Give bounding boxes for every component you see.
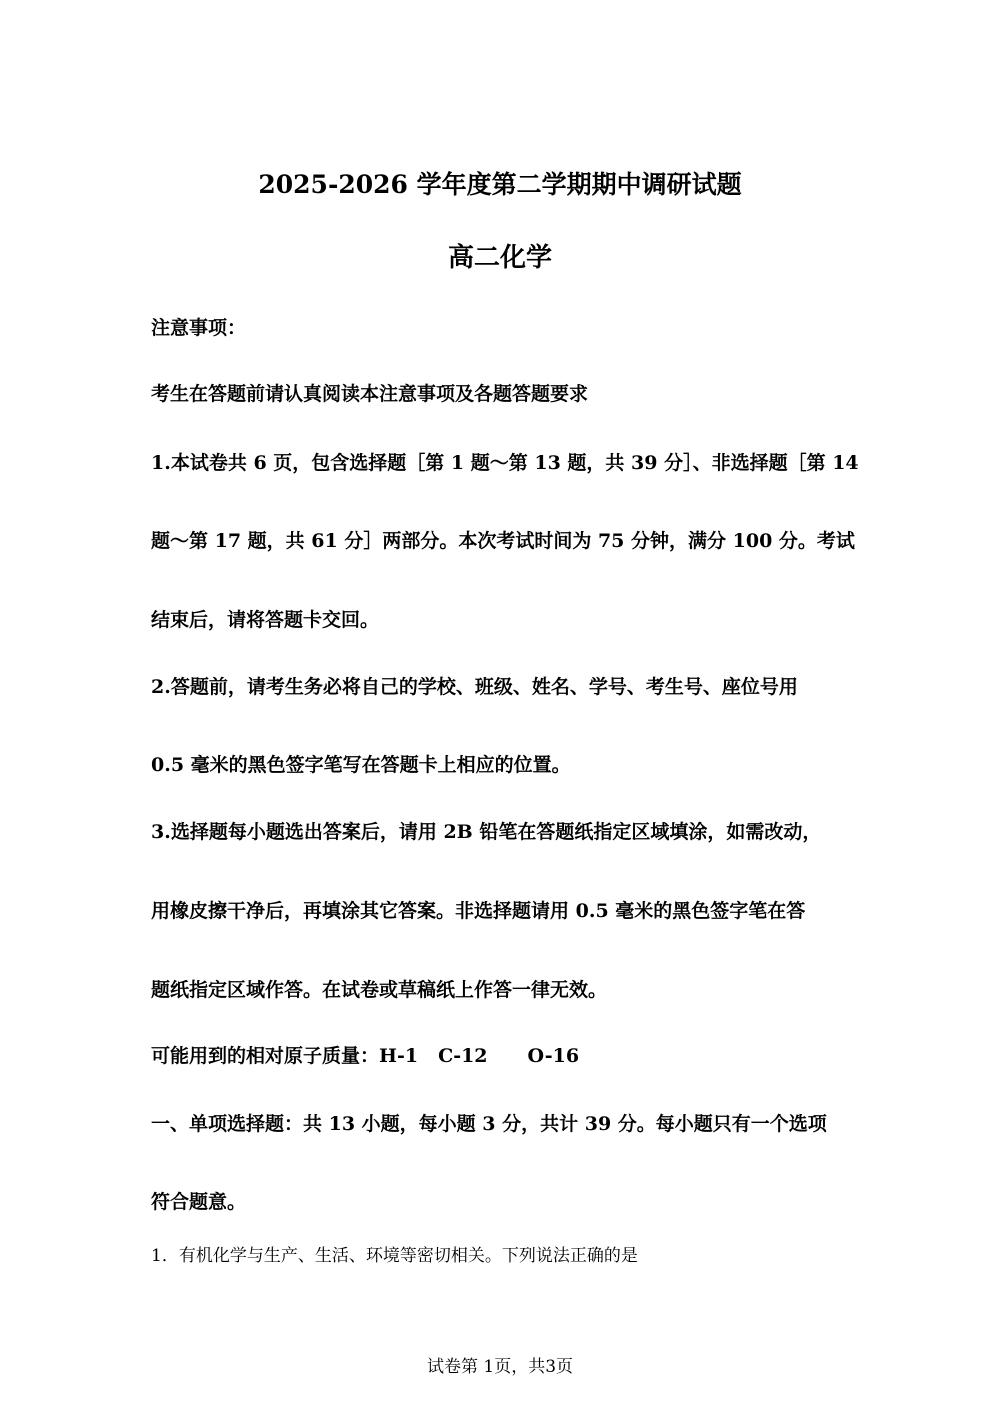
notice-line: 用橡皮擦干净后，再填涂其它答案。非选择题请用 0.5 毫米的黑色签字笔在答 xyxy=(151,900,806,922)
atomic-mass-value: H-1 xyxy=(379,1045,419,1067)
section-heading: 符合题意。 xyxy=(151,1191,247,1213)
notice-intro: 考生在答题前请认真阅读本注意事项及各题答题要求 xyxy=(151,383,589,405)
notice-heading: 注意事项： xyxy=(151,317,247,339)
atomic-mass-value: O-16 xyxy=(527,1045,580,1067)
exam-title: 2025-2026 学年度第二学期期中调研试题 xyxy=(258,170,742,199)
section-heading: 一、单项选择题：共 13 小题，每小题 3 分，共计 39 分。每小题只有一个选项 xyxy=(151,1113,827,1135)
notice-line: 结束后，请将答题卡交回。 xyxy=(151,609,380,631)
notice-line: 0.5 毫米的黑色签字笔写在答题卡上相应的位置。 xyxy=(151,754,571,776)
notice-line: 3.选择题每小题选出答案后，请用 2B 铅笔在答题纸指定区域填涂，如需改动， xyxy=(151,821,822,843)
atomic-mass-label: 可能用到的相对原子质量： xyxy=(151,1045,380,1067)
notice-line: 1.本试卷共 6 页，包含选择题［第 1 题～第 13 题，共 39 分］、非选择题［第 14 xyxy=(151,452,859,474)
question-text: 1．有机化学与生产、生活、环境等密切相关。下列说法正确的是 xyxy=(151,1246,638,1266)
atomic-mass-line xyxy=(151,1044,579,1068)
notice-line: 题纸指定区域作答。在试卷或草稿纸上作答一律无效。 xyxy=(151,979,608,1001)
notice-line: 2.答题前，请考生务必将自己的学校、班级、姓名、学号、考生号、座位号用 xyxy=(151,676,798,698)
page-number: 试卷第 1页，共3页 xyxy=(426,1357,574,1377)
notice-line: 题～第 17 题，共 61 分］两部分。本次考试时间为 75 分钟，满分 100 分。考试 xyxy=(151,530,855,552)
atomic-mass-value: C-12 xyxy=(438,1045,488,1067)
exam-subject: 高二化学 xyxy=(447,243,552,273)
